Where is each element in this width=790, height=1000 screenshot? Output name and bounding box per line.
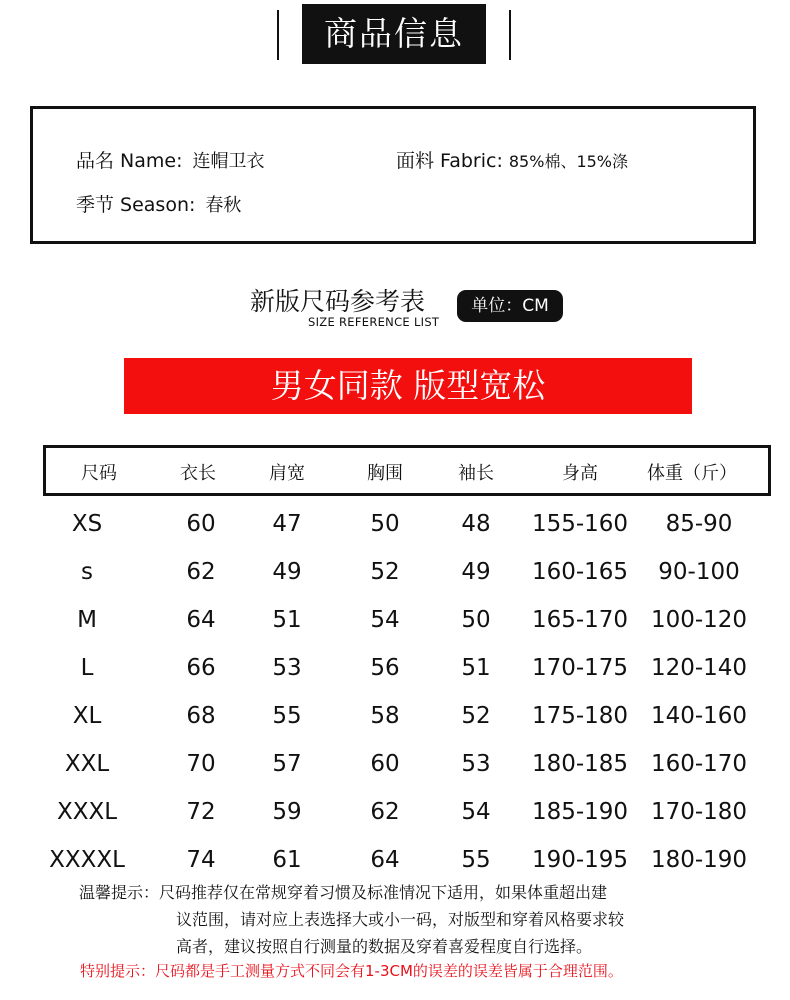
fabric-value: 85%棉、15%涤 xyxy=(508,152,629,171)
cell-size: M xyxy=(77,607,97,633)
special-note: 特别提示：尺码都是手工测量方式不同会有1-3CM的误差的误差皆属于合理范围。 xyxy=(80,962,623,980)
cell-sleeve: 48 xyxy=(461,511,491,537)
cell-chest: 60 xyxy=(370,751,400,777)
cell-size: XXXXL xyxy=(49,847,125,873)
cell-shoulder: 55 xyxy=(272,703,302,729)
cell-weight: 85-90 xyxy=(665,511,733,537)
season-label: 季节 Season: xyxy=(76,194,196,216)
cell-length: 62 xyxy=(186,559,216,585)
header-length: 衣长 xyxy=(180,463,216,484)
cell-shoulder: 61 xyxy=(272,847,302,873)
cell-sleeve: 55 xyxy=(461,847,491,873)
cell-weight: 180-190 xyxy=(650,847,748,873)
cell-length: 66 xyxy=(186,655,216,681)
cell-shoulder: 51 xyxy=(272,607,302,633)
fabric-row xyxy=(396,146,628,173)
header-sleeve: 袖长 xyxy=(458,463,494,484)
cell-height: 185-190 xyxy=(531,799,629,825)
header-weight: 体重（斤） xyxy=(647,463,737,484)
cell-weight: 160-170 xyxy=(650,751,748,777)
cell-sleeve: 54 xyxy=(461,799,491,825)
fabric-label: 面料 Fabric: xyxy=(396,150,503,172)
header-size: 尺码 xyxy=(81,463,117,484)
cell-shoulder: 49 xyxy=(272,559,302,585)
cell-length: 60 xyxy=(186,511,216,537)
cell-length: 72 xyxy=(186,799,216,825)
product-name-row xyxy=(76,146,265,173)
cell-height: 160-165 xyxy=(531,559,629,585)
product-info-box xyxy=(30,106,756,244)
tip-line-2: 议范围，请对应上表选择大或小一码，对版型和穿着风格要求较 xyxy=(176,910,625,929)
cell-weight: 140-160 xyxy=(650,703,748,729)
header-left-bar xyxy=(277,10,279,60)
cell-height: 175-180 xyxy=(531,703,629,729)
cell-chest: 62 xyxy=(370,799,400,825)
cell-shoulder: 57 xyxy=(272,751,302,777)
cell-size: L xyxy=(80,655,94,681)
cell-length: 70 xyxy=(186,751,216,777)
cell-weight: 170-180 xyxy=(650,799,748,825)
cell-size: XXL xyxy=(64,751,110,777)
cell-weight: 120-140 xyxy=(650,655,748,681)
header-right-bar xyxy=(509,10,511,60)
unit-badge: 单位：CM xyxy=(457,290,563,322)
cell-sleeve: 51 xyxy=(461,655,491,681)
cell-chest: 58 xyxy=(370,703,400,729)
unisex-banner: 男女同款 版型宽松 xyxy=(124,358,692,414)
cell-size: XL xyxy=(72,703,102,729)
cell-shoulder: 59 xyxy=(272,799,302,825)
section-title: 商品信息 xyxy=(302,4,486,64)
cell-size: XS xyxy=(71,511,103,537)
cell-chest: 50 xyxy=(370,511,400,537)
product-name-label: 品名 Name: xyxy=(76,150,183,172)
cell-sleeve: 49 xyxy=(461,559,491,585)
cell-chest: 52 xyxy=(370,559,400,585)
cell-height: 190-195 xyxy=(531,847,629,873)
season-value: 春秋 xyxy=(205,195,242,216)
season-row xyxy=(76,190,241,217)
cell-shoulder: 53 xyxy=(272,655,302,681)
cell-weight: 90-100 xyxy=(658,559,740,585)
header-shoulder: 肩宽 xyxy=(269,463,305,484)
cell-chest: 56 xyxy=(370,655,400,681)
cell-height: 155-160 xyxy=(531,511,629,537)
cell-size: s xyxy=(81,559,93,585)
cell-length: 64 xyxy=(186,607,216,633)
header-chest: 胸围 xyxy=(367,463,403,484)
product-name-value: 连帽卫衣 xyxy=(192,151,265,172)
cell-length: 74 xyxy=(186,847,216,873)
tip-line-3: 高者，建议按照自行测量的数据及穿着喜爱程度自行选择。 xyxy=(176,937,593,956)
cell-height: 180-185 xyxy=(531,751,629,777)
cell-sleeve: 53 xyxy=(461,751,491,777)
cell-chest: 54 xyxy=(370,607,400,633)
cell-weight: 100-120 xyxy=(650,607,748,633)
cell-sleeve: 50 xyxy=(461,607,491,633)
header-height: 身高 xyxy=(562,463,598,484)
cell-chest: 64 xyxy=(370,847,400,873)
cell-length: 68 xyxy=(186,703,216,729)
size-chart-subtitle: SIZE REFERENCE LIST xyxy=(308,315,440,329)
cell-height: 165-170 xyxy=(531,607,629,633)
cell-size: XXXL xyxy=(56,799,118,825)
tip-line-1: 温馨提示：尺码推荐仅在常规穿着习惯及标准情况下适用，如果体重超出建 xyxy=(79,883,608,902)
cell-shoulder: 47 xyxy=(272,511,302,537)
size-chart-title: 新版尺码参考表 xyxy=(250,287,426,316)
cell-height: 170-175 xyxy=(531,655,629,681)
cell-sleeve: 52 xyxy=(461,703,491,729)
